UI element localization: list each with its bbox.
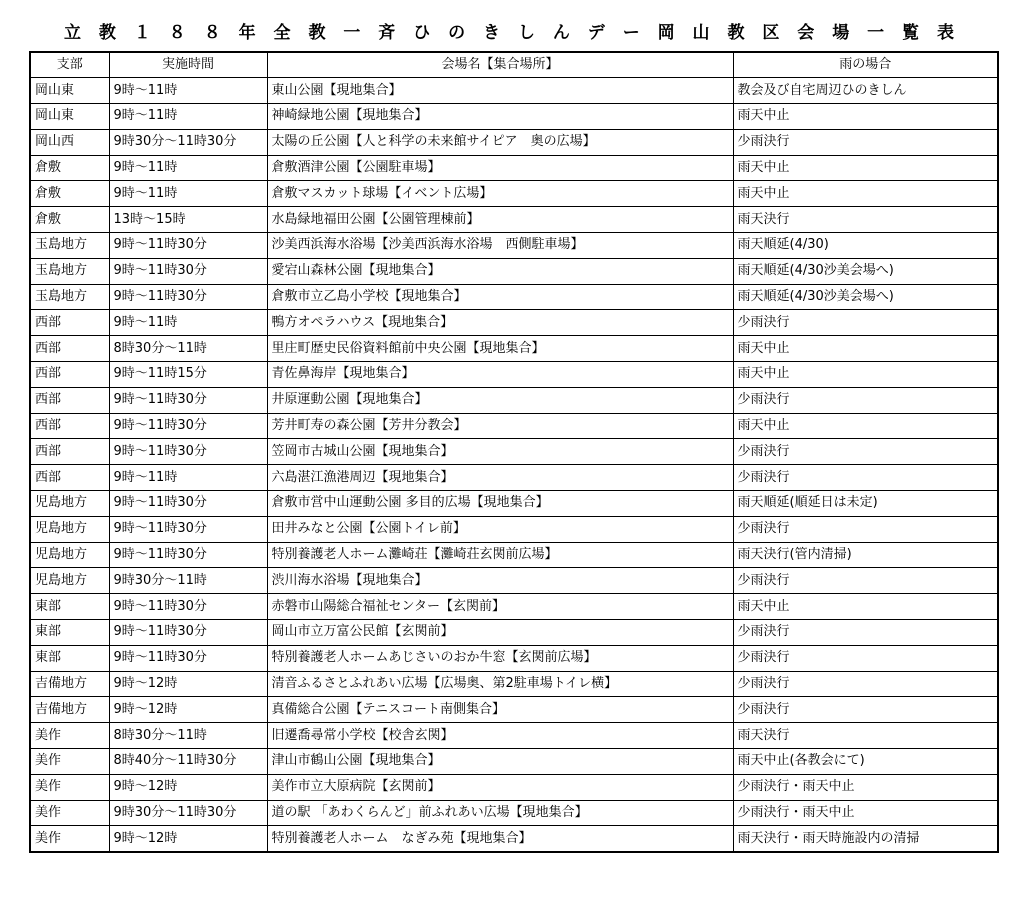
table-row bbox=[30, 516, 998, 542]
cell-branch: 岡山東 bbox=[30, 104, 109, 130]
table-row bbox=[30, 826, 998, 852]
cell-rain: 少雨決行 bbox=[733, 310, 998, 336]
cell-rain: 雨天順延(順延日は未定) bbox=[733, 491, 998, 517]
cell-rain: 雨天順延(4/30) bbox=[733, 233, 998, 259]
cell-time: 9時～11時30分 bbox=[109, 258, 267, 284]
cell-rain: 少雨決行 bbox=[733, 516, 998, 542]
cell-venue: 倉敷市営中山運動公園 多目的広場【現地集合】 bbox=[267, 491, 733, 517]
cell-branch: 玉島地方 bbox=[30, 284, 109, 310]
cell-time: 13時～15時 bbox=[109, 207, 267, 233]
cell-venue: 鴨方オペラハウス【現地集合】 bbox=[267, 310, 733, 336]
table-row bbox=[30, 362, 998, 388]
table-row bbox=[30, 439, 998, 465]
cell-branch: 児島地方 bbox=[30, 516, 109, 542]
header-venue: 会場名【集合場所】 bbox=[267, 52, 733, 78]
cell-time: 9時～12時 bbox=[109, 697, 267, 723]
cell-rain: 少雨決行・雨天中止 bbox=[733, 800, 998, 826]
cell-rain: 雨天中止 bbox=[733, 155, 998, 181]
table-row bbox=[30, 671, 998, 697]
cell-venue: 芳井町寿の森公園【芳井分教会】 bbox=[267, 413, 733, 439]
cell-venue: 青佐鼻海岸【現地集合】 bbox=[267, 362, 733, 388]
cell-venue: 倉敷マスカット球場【イベント広場】 bbox=[267, 181, 733, 207]
cell-venue: 里庄町歴史民俗資料館前中央公園【現地集合】 bbox=[267, 336, 733, 362]
cell-venue: 赤磐市山陽総合福祉センター【玄関前】 bbox=[267, 594, 733, 620]
cell-venue: 水島緑地福田公園【公園管理棟前】 bbox=[267, 207, 733, 233]
table-row bbox=[30, 645, 998, 671]
cell-time: 9時～11時30分 bbox=[109, 233, 267, 259]
cell-branch: 倉敷 bbox=[30, 207, 109, 233]
cell-rain: 少雨決行 bbox=[733, 387, 998, 413]
cell-venue: 特別養護老人ホーム なぎみ苑【現地集合】 bbox=[267, 826, 733, 852]
table-row bbox=[30, 465, 998, 491]
table-row bbox=[30, 749, 998, 775]
cell-branch: 西部 bbox=[30, 362, 109, 388]
cell-time: 9時30分～11時30分 bbox=[109, 129, 267, 155]
header-rain: 雨の場合 bbox=[733, 52, 998, 78]
cell-rain: 少雨決行・雨天中止 bbox=[733, 774, 998, 800]
table-row bbox=[30, 491, 998, 517]
table-row bbox=[30, 568, 998, 594]
cell-time: 8時40分～11時30分 bbox=[109, 749, 267, 775]
cell-branch: 東部 bbox=[30, 620, 109, 646]
cell-rain: 雨天中止 bbox=[733, 594, 998, 620]
cell-rain: 雨天中止 bbox=[733, 362, 998, 388]
table-row bbox=[30, 258, 998, 284]
cell-branch: 西部 bbox=[30, 387, 109, 413]
cell-time: 9時～11時30分 bbox=[109, 491, 267, 517]
cell-time: 9時～11時30分 bbox=[109, 284, 267, 310]
cell-time: 9時～11時 bbox=[109, 181, 267, 207]
cell-branch: 児島地方 bbox=[30, 491, 109, 517]
cell-branch: 西部 bbox=[30, 413, 109, 439]
table-row bbox=[30, 774, 998, 800]
cell-branch: 岡山西 bbox=[30, 129, 109, 155]
cell-venue: 真備総合公園【テニスコート南側集合】 bbox=[267, 697, 733, 723]
cell-time: 8時30分～11時 bbox=[109, 336, 267, 362]
cell-time: 9時～11時30分 bbox=[109, 620, 267, 646]
table-row bbox=[30, 387, 998, 413]
cell-branch: 西部 bbox=[30, 439, 109, 465]
cell-time: 9時～11時 bbox=[109, 310, 267, 336]
cell-branch: 倉敷 bbox=[30, 155, 109, 181]
header-time: 実施時間 bbox=[109, 52, 267, 78]
table-row bbox=[30, 336, 998, 362]
cell-rain: 少雨決行 bbox=[733, 568, 998, 594]
cell-venue: 太陽の丘公園【人と科学の未来館サイピア 奥の広場】 bbox=[267, 129, 733, 155]
cell-branch: 美作 bbox=[30, 749, 109, 775]
cell-branch: 吉備地方 bbox=[30, 697, 109, 723]
cell-venue: 笠岡市古城山公園【現地集合】 bbox=[267, 439, 733, 465]
cell-venue: 倉敷市立乙島小学校【現地集合】 bbox=[267, 284, 733, 310]
cell-rain: 少雨決行 bbox=[733, 465, 998, 491]
cell-venue: 美作市立大原病院【玄関前】 bbox=[267, 774, 733, 800]
cell-venue: 愛宕山森林公園【現地集合】 bbox=[267, 258, 733, 284]
cell-venue: 清音ふるさとふれあい広場【広場奥、第2駐車場トイレ横】 bbox=[267, 671, 733, 697]
table-row bbox=[30, 697, 998, 723]
cell-time: 9時～11時 bbox=[109, 104, 267, 130]
cell-venue: 津山市鶴山公園【現地集合】 bbox=[267, 749, 733, 775]
cell-time: 9時～12時 bbox=[109, 671, 267, 697]
cell-venue: 道の駅 「あわくらんど」前ふれあい広場【現地集合】 bbox=[267, 800, 733, 826]
cell-rain: 雨天中止 bbox=[733, 104, 998, 130]
cell-branch: 美作 bbox=[30, 723, 109, 749]
table-row bbox=[30, 800, 998, 826]
cell-branch: 玉島地方 bbox=[30, 258, 109, 284]
cell-branch: 西部 bbox=[30, 310, 109, 336]
cell-rain: 雨天中止 bbox=[733, 413, 998, 439]
table-row bbox=[30, 104, 998, 130]
table-row bbox=[30, 542, 998, 568]
cell-venue: 田井みなと公園【公園トイレ前】 bbox=[267, 516, 733, 542]
cell-rain: 少雨決行 bbox=[733, 439, 998, 465]
cell-rain: 少雨決行 bbox=[733, 697, 998, 723]
cell-branch: 岡山東 bbox=[30, 78, 109, 104]
cell-venue: 井原運動公園【現地集合】 bbox=[267, 387, 733, 413]
cell-rain: 少雨決行 bbox=[733, 645, 998, 671]
table-header-row bbox=[30, 52, 998, 78]
cell-branch: 西部 bbox=[30, 465, 109, 491]
cell-time: 8時30分～11時 bbox=[109, 723, 267, 749]
table-row bbox=[30, 155, 998, 181]
cell-rain: 少雨決行 bbox=[733, 129, 998, 155]
cell-rain: 雨天中止 bbox=[733, 336, 998, 362]
cell-venue: 特別養護老人ホーム灘崎荘【灘崎荘玄関前広場】 bbox=[267, 542, 733, 568]
table-row bbox=[30, 310, 998, 336]
cell-time: 9時～12時 bbox=[109, 826, 267, 852]
cell-branch: 倉敷 bbox=[30, 181, 109, 207]
cell-time: 9時～11時30分 bbox=[109, 439, 267, 465]
cell-time: 9時～11時30分 bbox=[109, 594, 267, 620]
cell-rain: 少雨決行 bbox=[733, 671, 998, 697]
cell-time: 9時～11時30分 bbox=[109, 387, 267, 413]
cell-venue: 六島湛江漁港周辺【現地集合】 bbox=[267, 465, 733, 491]
cell-branch: 東部 bbox=[30, 645, 109, 671]
table-row bbox=[30, 620, 998, 646]
cell-venue: 東山公園【現地集合】 bbox=[267, 78, 733, 104]
table-row bbox=[30, 284, 998, 310]
cell-rain: 教会及び自宅周辺ひのきしん bbox=[733, 78, 998, 104]
cell-venue: 倉敷酒津公園【公園駐車場】 bbox=[267, 155, 733, 181]
cell-time: 9時～11時 bbox=[109, 155, 267, 181]
cell-rain: 雨天決行(管内清掃) bbox=[733, 542, 998, 568]
cell-branch: 吉備地方 bbox=[30, 671, 109, 697]
table-row bbox=[30, 181, 998, 207]
cell-branch: 美作 bbox=[30, 774, 109, 800]
cell-venue: 神崎緑地公園【現地集合】 bbox=[267, 104, 733, 130]
cell-time: 9時～11時30分 bbox=[109, 516, 267, 542]
cell-time: 9時～11時30分 bbox=[109, 542, 267, 568]
cell-branch: 玉島地方 bbox=[30, 233, 109, 259]
cell-rain: 雨天順延(4/30沙美会場へ) bbox=[733, 284, 998, 310]
cell-rain: 雨天決行・雨天時施設内の清掃 bbox=[733, 826, 998, 852]
page-title: 立 教 １ ８ ８ 年 全 教 一 斉 ひ の き し ん デ ー 岡 山 教 区 会 場 一 覧 表 bbox=[64, 23, 960, 43]
table-row bbox=[30, 207, 998, 233]
table-row bbox=[30, 594, 998, 620]
cell-branch: 西部 bbox=[30, 336, 109, 362]
table-row bbox=[30, 723, 998, 749]
cell-venue: 旧遷喬尋常小学校【校舎玄関】 bbox=[267, 723, 733, 749]
cell-time: 9時～11時30分 bbox=[109, 413, 267, 439]
cell-venue: 沙美西浜海水浴場【沙美西浜海水浴場 西側駐車場】 bbox=[267, 233, 733, 259]
cell-time: 9時30分～11時30分 bbox=[109, 800, 267, 826]
cell-time: 9時30分～11時 bbox=[109, 568, 267, 594]
header-branch: 支部 bbox=[30, 52, 109, 78]
cell-rain: 雨天順延(4/30沙美会場へ) bbox=[733, 258, 998, 284]
cell-rain: 雨天中止 bbox=[733, 181, 998, 207]
cell-venue: 特別養護老人ホームあじさいのおか牛窓【玄関前広場】 bbox=[267, 645, 733, 671]
venue-table bbox=[29, 51, 999, 853]
cell-branch: 児島地方 bbox=[30, 542, 109, 568]
cell-time: 9時～11時 bbox=[109, 78, 267, 104]
cell-time: 9時～11時 bbox=[109, 465, 267, 491]
table-row bbox=[30, 413, 998, 439]
cell-branch: 美作 bbox=[30, 826, 109, 852]
cell-branch: 児島地方 bbox=[30, 568, 109, 594]
table-row bbox=[30, 129, 998, 155]
table-row bbox=[30, 233, 998, 259]
table-row bbox=[30, 78, 998, 104]
cell-time: 9時～11時15分 bbox=[109, 362, 267, 388]
cell-branch: 東部 bbox=[30, 594, 109, 620]
cell-rain: 雨天決行 bbox=[733, 723, 998, 749]
cell-rain: 少雨決行 bbox=[733, 620, 998, 646]
cell-venue: 渋川海水浴場【現地集合】 bbox=[267, 568, 733, 594]
cell-venue: 岡山市立万富公民館【玄関前】 bbox=[267, 620, 733, 646]
cell-rain: 雨天中止(各教会にて) bbox=[733, 749, 998, 775]
cell-branch: 美作 bbox=[30, 800, 109, 826]
cell-time: 9時～12時 bbox=[109, 774, 267, 800]
cell-time: 9時～11時30分 bbox=[109, 645, 267, 671]
cell-rain: 雨天決行 bbox=[733, 207, 998, 233]
